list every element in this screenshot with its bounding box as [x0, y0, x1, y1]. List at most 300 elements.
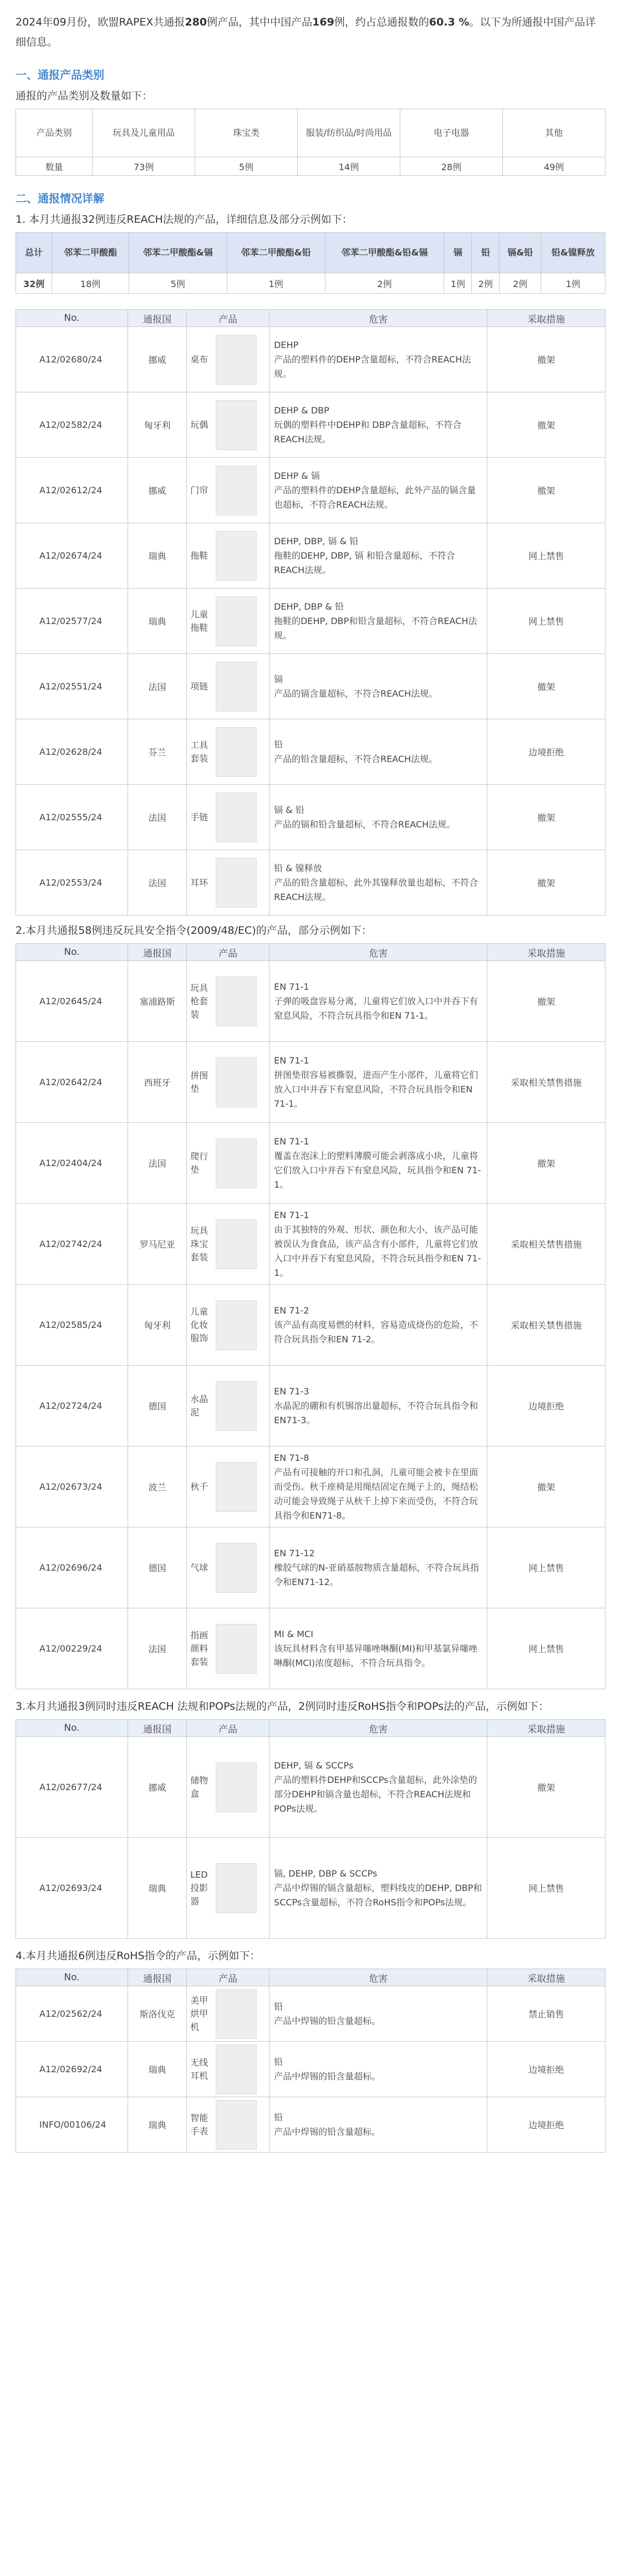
hazard-description: 拖鞋的DEHP, DBP, 镉 和铅含量超标，不符合REACH法规。	[274, 550, 455, 575]
summary-value: 32例	[16, 273, 52, 294]
hazard-description: 该玩具材料含有甲基异噻唑啉酮(MI)和甲基氯异噻唑啉酮(MCI)浓度超标，不符合玩具指令。	[274, 1643, 478, 1668]
notifying-country: 瑞典	[128, 2042, 186, 2097]
product-cell	[187, 719, 269, 785]
table-row	[16, 2097, 605, 2153]
category-count: 28例	[400, 157, 503, 176]
reach-summary-table	[16, 232, 605, 294]
product-name: 智能手表	[190, 2112, 208, 2137]
product-cell	[187, 1737, 269, 1838]
table-row	[16, 1986, 605, 2042]
column-header: 通报国	[128, 944, 186, 961]
product-cell	[187, 458, 269, 523]
measure-taken: 撤架	[487, 327, 605, 392]
notifying-country: 德国	[128, 1527, 186, 1608]
hazard-cell	[269, 1366, 487, 1447]
product-cell	[187, 392, 269, 458]
product-name: 气球	[190, 1562, 208, 1573]
product-name: 门帘	[190, 484, 208, 495]
product-photo	[216, 1381, 257, 1431]
column-header: 危害	[269, 1969, 487, 1986]
product-photo	[216, 335, 257, 385]
document	[16, 0, 605, 2153]
measure-taken: 撤架	[487, 1737, 605, 1838]
hazard-cell	[269, 458, 487, 523]
table-row	[16, 458, 605, 523]
measure-taken: 采取相关禁售措施	[487, 1042, 605, 1123]
measure-taken: 采取相关禁售措施	[487, 1285, 605, 1366]
section1-desc: 通报的产品类别及数量如下：	[16, 90, 153, 102]
table-row	[16, 1123, 605, 1204]
table-row	[16, 1838, 605, 1939]
product-photo	[216, 466, 257, 515]
notifying-country: 挪威	[128, 1737, 186, 1838]
notifying-country: 芬兰	[128, 719, 186, 785]
hazard-title: DEHP	[274, 339, 299, 350]
hazard-cell	[269, 1838, 487, 1939]
table-row	[16, 961, 605, 1042]
notification-number: A12/02724/24	[16, 1366, 128, 1447]
notifying-country: 瑞典	[128, 2097, 186, 2153]
hazard-description: 水晶泥的硼和有机锡溶出量超标，不符合玩具指令和EN71-3。	[274, 1400, 479, 1425]
hazard-cell	[269, 523, 487, 589]
measure-taken: 撤架	[487, 458, 605, 523]
hazard-title: 铅	[274, 739, 283, 750]
column-header: 采取措施	[487, 1720, 605, 1737]
product-name: 玩具枪套装	[190, 982, 208, 1020]
hazard-description: 产品的铅含量超标，此外其镍释放量也超标，不符合REACH法规。	[274, 877, 479, 902]
hazard-cell	[269, 785, 487, 850]
measure-taken: 网上禁售	[487, 523, 605, 589]
hazard-title: DEHP, 镉 & SCCPs	[274, 1760, 354, 1771]
table-row	[16, 327, 605, 392]
notifying-country: 西班牙	[128, 1042, 186, 1123]
china-count: 169	[312, 16, 334, 28]
product-cell	[187, 589, 269, 654]
product-cell	[187, 961, 269, 1042]
product-name: 美甲烘甲机	[190, 1995, 208, 2032]
hazard-cell	[269, 1608, 487, 1689]
hazard-title: 镉, DEHP, DBP & SCCPs	[274, 1868, 378, 1879]
product-name: 玩具珠宝套装	[190, 1225, 208, 1263]
hazard-cell	[269, 1737, 487, 1838]
reach-intro: 1. 本月共通报32例违反REACH法规的产品，详细信息及部分示例如下：	[16, 213, 353, 226]
product-name: 玩偶	[190, 419, 208, 430]
hazard-title: 铅	[274, 2056, 283, 2067]
summary-header: 邻苯二甲酸酯&铅&镉	[325, 233, 444, 273]
product-photo	[216, 1762, 257, 1812]
hazard-title: EN 71-2	[274, 1305, 309, 1316]
intro-text: 例产品，其中中国产品	[207, 16, 313, 28]
hazard-cell	[269, 1042, 487, 1123]
notification-number: A12/02693/24	[16, 1838, 128, 1939]
notifying-country: 斯洛伐克	[128, 1986, 186, 2042]
section1-title: 一、通报产品类别	[16, 68, 104, 81]
notifying-country: 德国	[128, 1366, 186, 1447]
notification-number: A12/02612/24	[16, 458, 128, 523]
pops-products-table	[16, 1719, 605, 1939]
table-row	[16, 1737, 605, 1838]
category-count: 73例	[93, 157, 195, 176]
measure-taken: 网上禁售	[487, 589, 605, 654]
hazard-description: 该产品有高度易燃的材料，容易造成烧伤的危险，不符合玩具指令和EN 71-2。	[274, 1319, 479, 1345]
notifying-country: 匈牙利	[128, 1285, 186, 1366]
table-row	[16, 392, 605, 458]
notifying-country: 瑞典	[128, 1838, 186, 1939]
column-header: 产品	[187, 944, 269, 961]
product-photo	[216, 2045, 257, 2094]
column-header: 产品	[187, 1969, 269, 1986]
product-photo	[216, 596, 257, 646]
summary-header: 铅&镍释放	[541, 233, 605, 273]
table-row	[16, 1366, 605, 1447]
product-photo	[216, 531, 257, 581]
column-header: 采取措施	[487, 1969, 605, 1986]
column-header: 产品	[187, 1720, 269, 1737]
table-row	[16, 719, 605, 785]
column-header: No.	[16, 944, 128, 961]
product-name: 水晶泥	[190, 1393, 208, 1418]
category-count: 14例	[298, 157, 400, 176]
china-percent: 60.3 %	[429, 16, 470, 28]
hazard-description: 产品的塑料件的DEHP含量超标，此外产品的镉含量也超标，不符合REACH法规。	[274, 484, 476, 510]
measure-taken: 网上禁售	[487, 1838, 605, 1939]
notification-number: A12/02553/24	[16, 850, 128, 916]
notification-number: A12/02692/24	[16, 2042, 128, 2097]
hazard-description: 覆盖在泡沫上的塑料薄膜可能会剥落成小块，儿童将它们放入口中并吞下有窒息风险，玩具指令和EN 71-1。	[274, 1150, 481, 1190]
column-header: 危害	[269, 310, 487, 327]
measure-taken: 撤架	[487, 961, 605, 1042]
category-count: 49例	[503, 157, 605, 176]
hazard-cell	[269, 2097, 487, 2153]
notifying-country: 法国	[128, 654, 186, 719]
measure-taken: 边境拒绝	[487, 1366, 605, 1447]
product-cell	[187, 1123, 269, 1204]
summary-value: 1例	[541, 273, 605, 294]
product-photo	[216, 793, 257, 842]
product-photo	[216, 727, 257, 777]
hazard-cell	[269, 1285, 487, 1366]
summary-value: 18例	[52, 273, 129, 294]
notifying-country: 法国	[128, 850, 186, 916]
table-row	[16, 523, 605, 589]
hazard-cell	[269, 1123, 487, 1204]
hazard-description: 产品中焊锡的铅含量超标。	[274, 2126, 381, 2137]
product-name: 拼图垫	[190, 1070, 208, 1094]
hazard-description: 产品的塑料件的DEHP含量超标，不符合REACH法规。	[274, 354, 471, 379]
summary-header: 铅	[472, 233, 500, 273]
product-name: 耳环	[190, 877, 208, 888]
summary-header: 镉	[444, 233, 472, 273]
product-name: 项链	[190, 681, 208, 692]
product-name: 拖鞋	[190, 550, 208, 561]
column-header: 通报国	[128, 1720, 186, 1737]
measure-taken: 禁止销售	[487, 1986, 605, 2042]
pops-intro: 3.本月共通报3例同时违反REACH 法规和POPs法规的产品，2例同时违反RoHS指令和POPs法的产品，示例如下：	[16, 1700, 549, 1713]
summary-header: 镉&铅	[500, 233, 541, 273]
column-header: No.	[16, 1969, 128, 1986]
notifying-country: 法国	[128, 785, 186, 850]
table-row	[16, 1608, 605, 1689]
product-cell	[187, 1986, 269, 2042]
product-cell	[187, 2042, 269, 2097]
column-header: 危害	[269, 944, 487, 961]
hazard-title: 铅	[274, 2112, 283, 2123]
product-name: LED投影器	[190, 1869, 208, 1907]
category-header: 电子电器	[400, 109, 503, 157]
notification-number: A12/02673/24	[16, 1447, 128, 1527]
notification-number: A12/02555/24	[16, 785, 128, 850]
product-photo	[216, 1543, 257, 1593]
column-header: 产品	[187, 310, 269, 327]
notifying-country: 匈牙利	[128, 392, 186, 458]
hazard-cell	[269, 2042, 487, 2097]
hazard-title: EN 71-1	[274, 1055, 309, 1066]
summary-value: 5例	[129, 273, 227, 294]
summary-header: 邻苯二甲酸酯	[52, 233, 129, 273]
product-name: 储物盒	[190, 1775, 208, 1799]
hazard-description: 玩偶的塑料件中DEHP和 DBP含量超标，不符合REACH法规。	[274, 419, 462, 444]
notifying-country: 瑞典	[128, 523, 186, 589]
hazard-description: 产品的镉含量超标，不符合REACH法规。	[274, 688, 438, 699]
table-row	[16, 2042, 605, 2097]
notification-number: A12/02585/24	[16, 1285, 128, 1366]
product-photo	[216, 662, 257, 712]
product-name: 秋千	[190, 1481, 208, 1492]
hazard-title: DEHP & DBP	[274, 405, 329, 416]
table-row	[16, 1042, 605, 1123]
product-name: 儿童化妆服饰	[190, 1306, 208, 1343]
product-photo	[216, 2100, 257, 2150]
hazard-cell	[269, 1527, 487, 1608]
product-photo	[216, 1863, 257, 1913]
hazard-title: EN 71-12	[274, 1547, 315, 1558]
table-row	[16, 1204, 605, 1285]
notification-number: A12/02404/24	[16, 1123, 128, 1204]
table-row	[16, 1285, 605, 1366]
hazard-description: 橡胶气球的N-亚硝基胺物质含量超标，不符合玩具指令和EN71-12。	[274, 1562, 479, 1587]
product-cell	[187, 1608, 269, 1689]
notification-number: A12/02642/24	[16, 1042, 128, 1123]
hazard-cell	[269, 327, 487, 392]
product-photo	[216, 1057, 257, 1107]
measure-taken: 撤架	[487, 1123, 605, 1204]
column-header: 采取措施	[487, 944, 605, 961]
notifying-country: 波兰	[128, 1447, 186, 1527]
hazard-description: 由于其独特的外观、形状、颜色和大小，该产品可能被误认为食食品，该产品含有小部件，儿童将它们放入口中并吞下有窒息风险，不符合玩具指令和EN 71-1。	[274, 1224, 481, 1278]
summary-value: 2例	[472, 273, 500, 294]
hazard-description: 拼图垫很容易被撕裂，进而产生小部件，儿童将它们放入口中并吞下有窒息风险，不符合玩具指令和EN 71-1。	[274, 1069, 479, 1109]
hazard-title: DEHP, DBP & 铅	[274, 601, 344, 612]
summary-header: 总计	[16, 233, 52, 273]
hazard-description: 产品中焊锡的铅含量超标。	[274, 2071, 381, 2082]
summary-value: 2例	[325, 273, 444, 294]
hazard-title: 镉 & 铅	[274, 804, 304, 815]
hazard-title: EN 71-1	[274, 1136, 309, 1147]
hazard-description: 拖鞋的DEHP, DBP和铅含量超标，不符合REACH法规。	[274, 615, 477, 641]
notification-number: A12/02628/24	[16, 719, 128, 785]
measure-taken: 网上禁售	[487, 1608, 605, 1689]
notification-number: A12/02582/24	[16, 392, 128, 458]
product-name: 桌布	[190, 354, 208, 365]
summary-value: 2例	[500, 273, 541, 294]
hazard-description: 产品中焊锡的镉含量超标，塑料线皮的DEHP, DBP和SCCPs含量超标，不符合RoHS指令和POPs法规。	[274, 1882, 482, 1908]
product-photo	[216, 977, 257, 1026]
column-header: 通报国	[128, 310, 186, 327]
category-table	[16, 109, 605, 176]
product-cell	[187, 1527, 269, 1608]
hazard-cell	[269, 654, 487, 719]
product-name: 工具套装	[190, 739, 208, 764]
table-row	[16, 654, 605, 719]
intro-text: 例，约占总通报数的	[334, 16, 429, 28]
hazard-description: 产品的镉和铅含量超标，不符合REACH法规。	[274, 819, 456, 830]
measure-taken: 撤架	[487, 785, 605, 850]
product-cell	[187, 785, 269, 850]
table-row	[16, 785, 605, 850]
product-cell	[187, 523, 269, 589]
hazard-description: 子弹的吸盘容易分离，儿童将它们放入口中并吞下有窒息风险，不符合玩具指令和EN 71-1。	[274, 995, 479, 1021]
product-photo	[216, 858, 257, 908]
product-name: 爬行垫	[190, 1151, 208, 1175]
notification-number: A12/02677/24	[16, 1737, 128, 1838]
table-row	[16, 850, 605, 916]
notification-number: A12/02742/24	[16, 1204, 128, 1285]
notification-number: A12/02645/24	[16, 961, 128, 1042]
measure-taken: 撤架	[487, 654, 605, 719]
intro-text: 2024年09月份，欧盟RAPEX共通报	[16, 16, 185, 28]
column-header: 采取措施	[487, 310, 605, 327]
product-cell	[187, 1204, 269, 1285]
hazard-cell	[269, 850, 487, 916]
notification-number: A12/02562/24	[16, 1986, 128, 2042]
measure-taken: 边境拒绝	[487, 2097, 605, 2153]
table-row	[16, 1527, 605, 1608]
product-photo	[216, 1989, 257, 2039]
column-header: No.	[16, 1720, 128, 1737]
product-cell	[187, 2097, 269, 2153]
column-header: No.	[16, 310, 128, 327]
category-count: 数量	[16, 157, 93, 176]
product-cell	[187, 1285, 269, 1366]
rohs-products-table	[16, 1969, 605, 2153]
notification-number: A12/02577/24	[16, 589, 128, 654]
product-name: 指画颜料套装	[190, 1629, 208, 1667]
hazard-title: EN 71-1	[274, 981, 309, 992]
notifying-country: 塞浦路斯	[128, 961, 186, 1042]
hazard-cell	[269, 392, 487, 458]
notification-number: A12/02674/24	[16, 523, 128, 589]
hazard-cell	[269, 1204, 487, 1285]
category-header: 珠宝类	[195, 109, 298, 157]
category-header: 其他	[503, 109, 605, 157]
measure-taken: 采取相关禁售措施	[487, 1204, 605, 1285]
measure-taken: 网上禁售	[487, 1527, 605, 1608]
toy-intro: 2.本月共通报58例违反玩具安全指令(2009/48/EC)的产品，部分示例如下：	[16, 924, 372, 937]
hazard-cell	[269, 719, 487, 785]
summary-header: 邻苯二甲酸酯&铅	[227, 233, 325, 273]
notifying-country: 挪威	[128, 458, 186, 523]
product-cell	[187, 850, 269, 916]
intro-paragraph	[16, 12, 605, 52]
product-cell	[187, 1447, 269, 1527]
column-header: 通报国	[128, 1969, 186, 1986]
reach-products-table	[16, 309, 605, 916]
product-name: 手链	[190, 811, 208, 822]
product-cell	[187, 327, 269, 392]
table-row	[16, 1447, 605, 1527]
notifying-country: 瑞典	[128, 589, 186, 654]
product-photo	[216, 1300, 257, 1350]
notification-number: A12/02680/24	[16, 327, 128, 392]
product-photo	[216, 1219, 257, 1269]
notification-number: A12/02551/24	[16, 654, 128, 719]
hazard-title: EN 71-8	[274, 1452, 309, 1463]
product-cell	[187, 1838, 269, 1939]
hazard-cell	[269, 589, 487, 654]
intro-text: 。以下为所通报中国产品详细信息。	[16, 16, 596, 48]
notification-number: A12/00229/24	[16, 1608, 128, 1689]
notifying-country: 法国	[128, 1123, 186, 1204]
summary-value: 1例	[444, 273, 472, 294]
hazard-description: 产品的铅含量超标，不符合REACH法规。	[274, 753, 438, 764]
table-row	[16, 589, 605, 654]
product-cell	[187, 1042, 269, 1123]
column-header: 危害	[269, 1720, 487, 1737]
category-header: 服装/纺织品/时尚用品	[298, 109, 400, 157]
category-count: 5例	[195, 157, 298, 176]
hazard-title: EN 71-1	[274, 1209, 309, 1220]
notification-number: INFO/00106/24	[16, 2097, 128, 2153]
hazard-cell	[269, 961, 487, 1042]
hazard-cell	[269, 1447, 487, 1527]
notifying-country: 罗马尼亚	[128, 1204, 186, 1285]
measure-taken: 撤架	[487, 1447, 605, 1527]
hazard-description: 产品中焊锡的铅含量超标。	[274, 2015, 381, 2026]
rohs-intro: 4.本月共通报6例违反RoHS指令的产品，示例如下：	[16, 1950, 261, 1962]
hazard-description: 产品的塑料件DEHP和SCCPs含量超标，此外涂垫的部分DEHP和镉含量也超标，不符合REACH法规和POPs法规。	[274, 1774, 477, 1814]
hazard-title: 镉	[274, 673, 283, 684]
hazard-title: 铅	[274, 2001, 283, 2012]
section2-title: 二、通报情况详解	[16, 192, 104, 205]
summary-header: 邻苯二甲酸酯&镉	[129, 233, 227, 273]
measure-taken: 撤架	[487, 392, 605, 458]
product-photo	[216, 1624, 257, 1674]
hazard-cell	[269, 1986, 487, 2042]
hazard-title: DEHP, DBP, 镉 & 铅	[274, 535, 359, 546]
measure-taken: 边境拒绝	[487, 719, 605, 785]
notifying-country: 法国	[128, 1608, 186, 1689]
hazard-description: 产品有可接触的开口和孔洞，儿童可能会被卡在里面而受伤。秋千座椅是用绳结固定在绳子上的，绳结松动可能会导致绳子从秋千上掉下来而受伤，不符合玩具指令和EN71-8。	[274, 1466, 479, 1521]
hazard-title: MI & MCI	[274, 1628, 313, 1639]
category-header: 产品类别	[16, 109, 93, 157]
measure-taken: 边境拒绝	[487, 2042, 605, 2097]
toy-products-table	[16, 943, 605, 1689]
hazard-title: DEHP & 镉	[274, 470, 320, 481]
product-name: 儿童拖鞋	[190, 609, 208, 633]
hazard-title: EN 71-3	[274, 1386, 309, 1397]
summary-value: 1例	[227, 273, 325, 294]
hazard-title: 铅 & 镍释放	[274, 862, 322, 873]
product-cell	[187, 1366, 269, 1447]
measure-taken: 撤架	[487, 850, 605, 916]
product-cell	[187, 654, 269, 719]
product-photo	[216, 1138, 257, 1188]
product-photo	[216, 400, 257, 450]
product-name: 无线耳机	[190, 2057, 208, 2081]
notifying-country: 挪威	[128, 327, 186, 392]
category-header: 玩具及儿童用品	[93, 109, 195, 157]
notification-number: A12/02696/24	[16, 1527, 128, 1608]
